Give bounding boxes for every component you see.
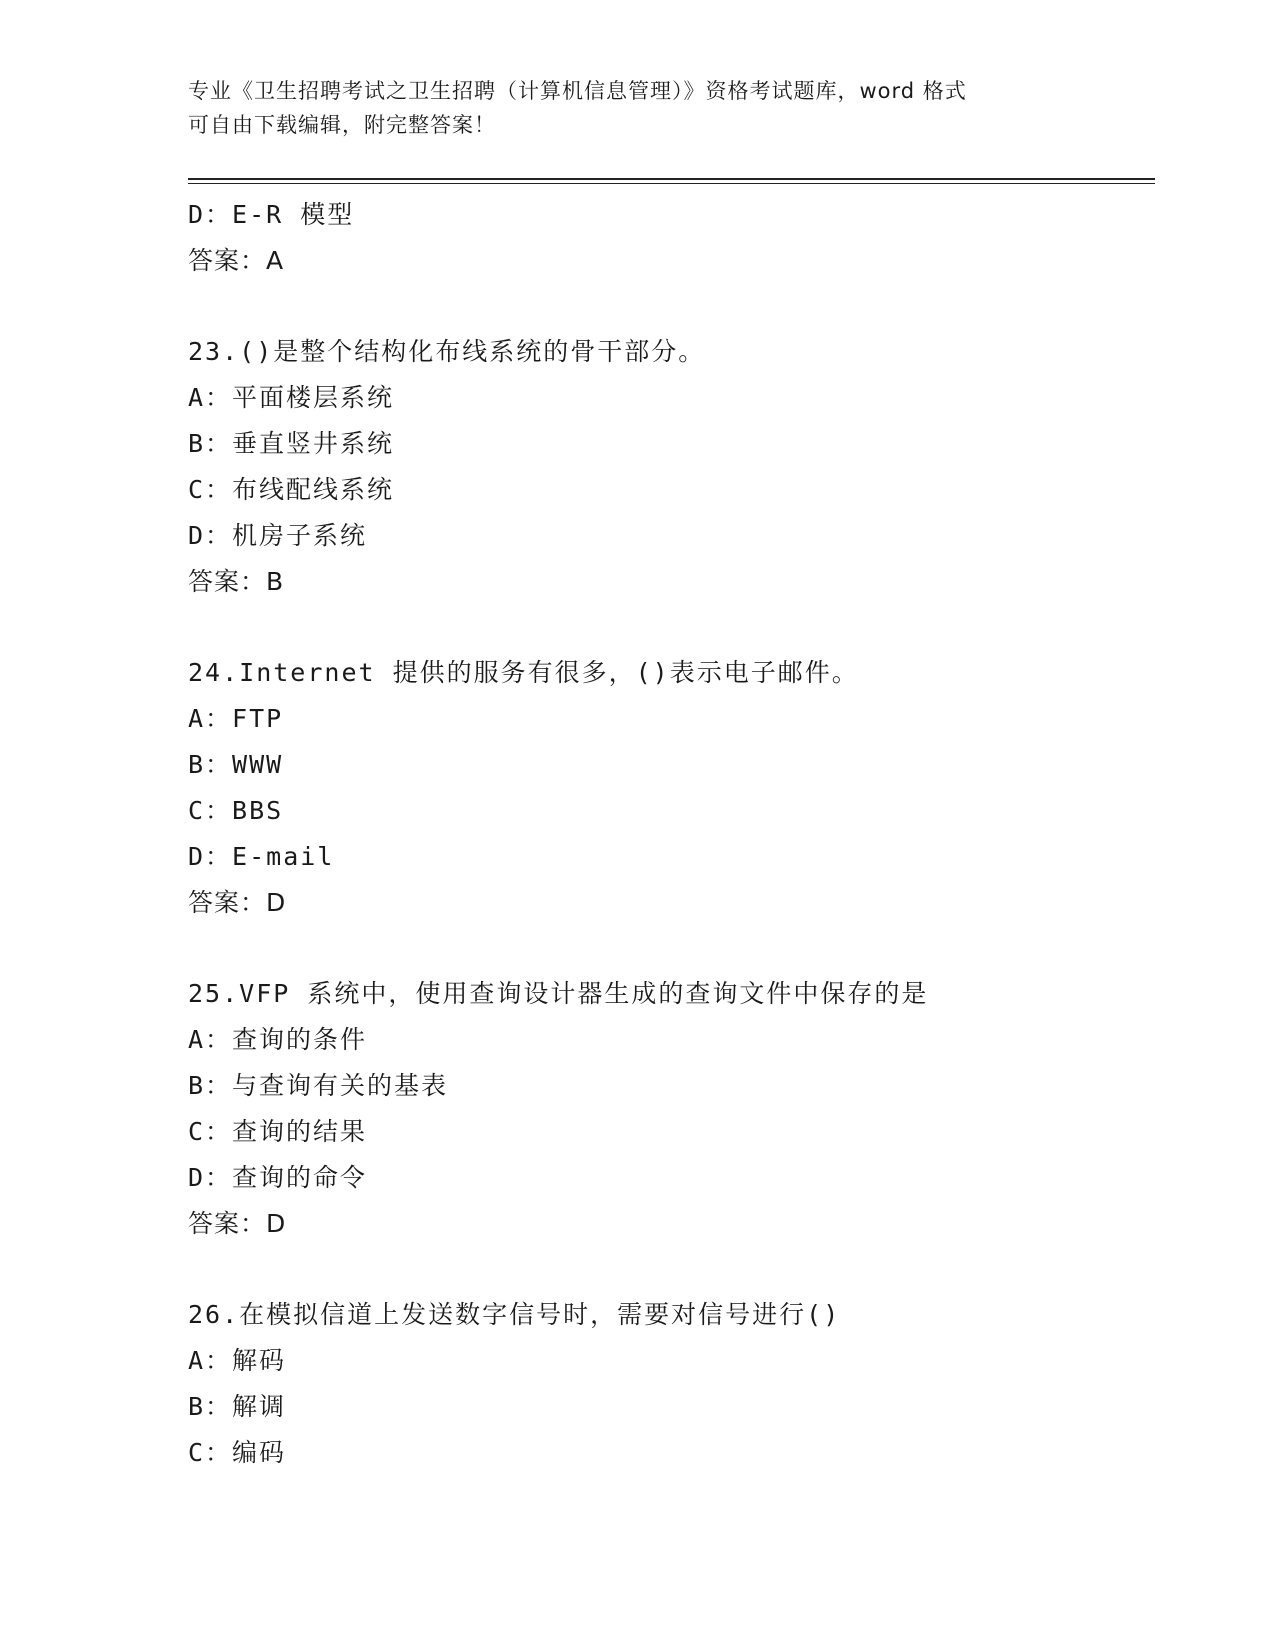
option-c: C：BBS [188,796,284,825]
option-b: B：与查询有关的基表 [188,1071,449,1100]
option-d: D：机房子系统 [188,521,368,550]
option-a: A：解码 [188,1346,287,1375]
question-23 [188,329,1148,605]
option-a: A：查询的条件 [188,1025,368,1054]
option-b: B：解调 [188,1392,287,1421]
prev-option-d: D：E-R 模型 [188,200,355,229]
question-stem: 24.Internet 提供的服务有很多，()表示电子邮件。 [188,658,859,687]
option-b: B：WWW [188,750,284,779]
question-24 [188,650,1148,926]
header-line-1: 专业《卫生招聘考试之卫生招聘（计算机信息管理）》资格考试题库，word 格式 [188,79,967,103]
answer: 答案：D [188,888,287,917]
spacer [188,605,1148,650]
question-stem: 23.()是整个结构化布线系统的骨干部分。 [188,337,706,366]
question-list [188,192,1148,1476]
header-line-2: 可自由下载编辑，附完整答案！ [188,113,496,137]
question-26 [188,1292,1148,1476]
option-a: A：平面楼层系统 [188,383,395,412]
option-c: C：查询的结果 [188,1117,368,1146]
answer: 答案：D [188,1209,287,1238]
option-d: D：E-mail [188,842,335,871]
option-c: C：布线配线系统 [188,475,395,504]
spacer [188,284,1148,329]
spacer [188,926,1148,971]
header-rule-thin [188,183,1155,184]
spacer [188,1247,1148,1292]
option-a: A：FTP [188,704,284,733]
question-25 [188,971,1148,1247]
header-rule-thick [188,178,1155,180]
question-stem: 26.在模拟信道上发送数字信号时，需要对信号进行() [188,1300,841,1329]
option-d: D：查询的命令 [188,1163,368,1192]
prev-answer: 答案：A [188,246,285,275]
document-header [188,74,1088,142]
answer: 答案：B [188,567,285,596]
option-b: B：垂直竖井系统 [188,429,395,458]
question-stem: 25.VFP 系统中，使用查询设计器生成的查询文件中保存的是 [188,979,929,1008]
option-c: C：编码 [188,1438,287,1467]
